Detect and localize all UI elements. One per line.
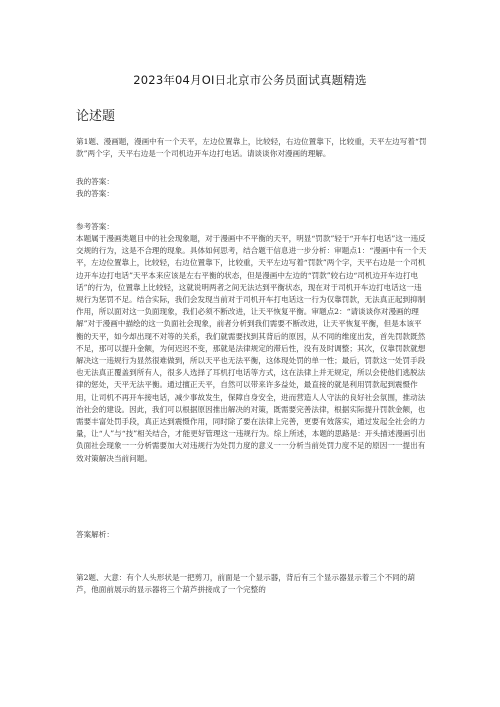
reference-answer-label: 参考答案： <box>76 222 114 231</box>
question-1-text: 第1题、漫画题，漫画中有一个天平，左边位置靠上，比较轻，右边位置靠下，比较重，天平左边写着“罚款”两个字，天平右边是一个司机边开车边打电话。请谈谈你对漫画的理解。 <box>76 137 427 159</box>
my-answer-label: 我的答案： <box>76 177 114 186</box>
question-2-text: 第2题、大意：有个人头形状是一把剪刀，前面是一个显示器，背后有三个显示器显示着三个不同的葫芦，他面前展示的显示器将三个葫芦拼接成了一个完整的 <box>76 573 415 595</box>
page-title: 2023年04月OI日北京市公务员面试真题精选 <box>133 73 367 87</box>
answer-explanation-label: 答案解析： <box>76 530 114 539</box>
section-heading: 论述题 <box>76 109 116 124</box>
my-answer-label-2: 我的答案： <box>76 189 114 198</box>
reference-answer-text: 本题属于漫画类题目中的社会现象题，对于漫画中不平衡的天平，明显“罚款”轻于“开车打电话”这一违反交规的行为，这是不合理的现象。具体如何思考，结合题干信息进一步分析：审题点1：“漫画中有一个天平，左边位置靠上，比较轻，右边位置靠下，比较重，天平左边写着“罚款”两个字，天平右边是一个司机边开车边打电话”天平本来应该是左右平衡的状态，但是漫画中左边的“罚款”较右边“司机边开车边打电话”的行为，位置靠上比较轻，这就说明两者之间无法达到平衡状态，现在对于司机开车边打电话这一违规行为惩罚不足。结合实际，我们会发现当前对于司机开车打电话这一行为仅靠罚款，无法真正起到抑制作用，所以面对这一负面现象，我们必须不断改进，让天平恢复平衡。审题点2：“请谈谈你对漫画的理解”对于漫画中描绘的这一负面社会现象，前者分析到我们需要不断改进，让天平恢复平衡，但是本该平衡的天平，如今却出现不对等的关系，我们就需要找到其背后的原因，从不同的维度出发，首先罚款既然不足，那可以提升金额，为何迟迟不变，那就是法律规定的滞后性，没有及时调整；其次，仅靠罚款就想解决这一违规行为显然很难做到，所以天平也无法平衡，这体现处罚的单一性；最后，罚款这一处罚手段也无法真正覆盖到所有人，很多人选择了耳机打电话等方式，这在法律上并无规定，所以会使他们逃脱法律的惩处，天平无法平衡。通过擅正天平，自然可以带来许多益处，最直接的就是利用罚款起到震慑作用，让司机不再开车接电话，减少事故发生，保障自身安全，进而营造人人守法的良好社会氛围，推动法治社会的建设。因此，我们可以根据原因推出解决的对策，既需要完善法律，根据实际提升罚款金额，也需要丰富处罚手段，真正达到震慑作用，同时除了要在法律上完善，更要有效落实，通过发起全社会的力量，让“人”与“技”相关结合，才能更好管理这一违规行为。综上所述，本题的思路是：开头描述漫画引出负面社会现象一一分析需要加大对违规行为处罚力度的意义一一分析当前处罚力度不足的原因一一提出有效对策解决当前问题。 <box>76 234 427 463</box>
